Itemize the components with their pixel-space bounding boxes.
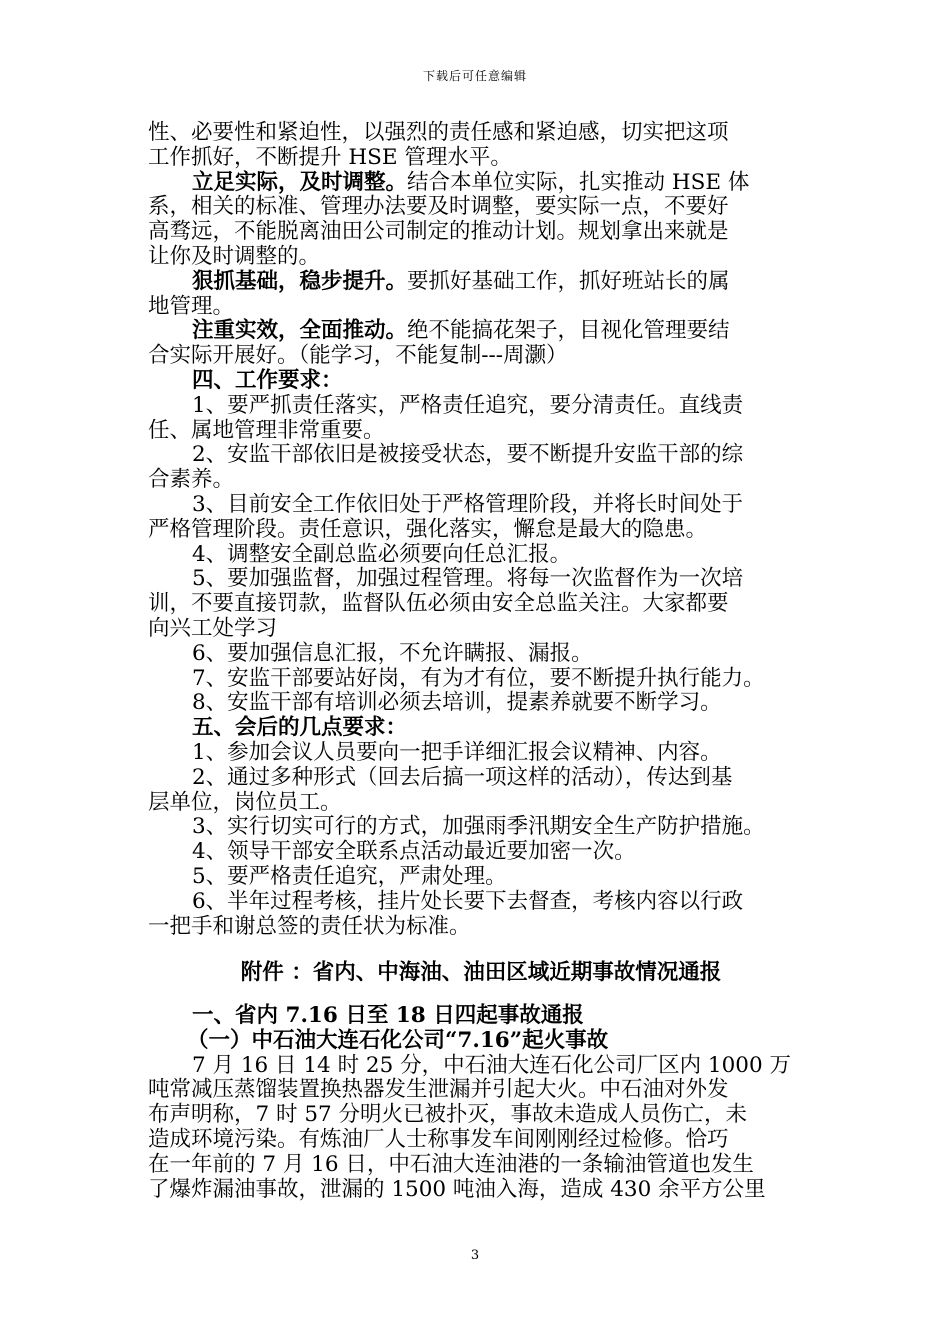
bold-heading: 五、会后的几点要求： [192,715,408,741]
text-line [148,1178,814,1203]
line-text: 2、通过多种形式（回去后搞一项这样的活动），传达到基 [192,764,733,790]
line-text: 了爆炸漏油事故，泄漏的 1500 吨油入海，造成 430 余平方公里 [148,1176,766,1202]
text-line [148,1153,814,1178]
line-text: 层单位，岗位员工。 [148,789,342,815]
text-line [148,369,814,394]
subsection-title: （一）中石油大连石化公司“7.16”起火事故 [187,1027,609,1053]
text-line [148,567,814,592]
text-line [148,1054,814,1079]
line-text: 一把手和谢总签的责任状为标准。 [148,913,471,939]
line-text: 工作抓好，不断提升 HSE 管理水平。 [148,144,512,170]
text-line [148,518,814,543]
line-text: 向兴工处学习 [148,615,278,641]
line-text: 系，相关的标准、管理办法要及时调整，要实际一点，不要好 [148,194,729,220]
line-text: 7、安监干部要站好岗，有为才有位，要不断提升执行能力。 [192,665,765,691]
line-text: 3、实行切实可行的方式，加强雨季汛期安全生产防护措施。 [192,814,765,840]
text-line [148,394,814,419]
text-line [148,865,814,890]
text-line [148,915,814,940]
text-line [148,319,814,344]
text-line [148,642,814,667]
bold-heading: 注重实效，全面推动。 [192,318,408,344]
text-line [148,344,814,369]
line-text: 严格管理阶段。责任意识，强化落实，懈怠是最大的隐患。 [148,516,708,542]
bold-heading: 狠抓基础，稳步提升。 [192,268,408,294]
text-line [148,1103,814,1128]
line-text: 6、半年过程考核，挂片处长要下去督查，考核内容以行政 [192,888,744,914]
line-text: 在一年前的 7 月 16 日，中石油大连油港的一条输油管道也发生 [148,1151,754,1177]
text-line [148,270,814,295]
text-line [148,295,814,320]
text-line [148,493,814,518]
text-line [148,171,814,196]
line-text: 5、要严格责任追究，严肃处理。 [192,863,507,889]
line-text: 3、目前安全工作依旧处于严格管理阶段，并将长时间处于 [192,491,744,517]
text-line [148,691,814,716]
text-line [148,543,814,568]
text-line [148,592,814,617]
line-text: 造成环境污染。有炼油厂人士称事发车间刚刚经过检修。恰巧 [148,1127,729,1153]
line-text: 合实际开展好。（能学习，不能复制---周灏） [148,343,568,369]
text-line [148,890,814,915]
text-line [148,220,814,245]
text-line [148,419,814,444]
line-text: 5、要加强监督，加强过程管理。将每一次监督作为一次培 [192,566,744,592]
body-text-block [148,121,814,939]
text-line [148,667,814,692]
line-text: 8、安监干部有培训必须去培训，提素养就要不断学习。 [192,690,722,716]
text-line [148,245,814,270]
line-text: 任、属地管理非常重要。 [148,417,385,443]
bold-heading: 立足实际，及时调整。 [192,169,408,195]
attachment-title: 附件 ：省内、中海油、油田区域近期事故情况通报 [240,960,722,986]
section-title: 一、省内 7.16 日至 18 日四起事故通报 [192,1003,584,1029]
line-text: 4、领导干部安全联系点活动最近要加密一次。 [192,839,636,865]
line-text: 吨常减压蒸馏装置换热器发生泄漏并引起大火。中石油对外发 [148,1077,729,1103]
text-line [148,741,814,766]
line-text: 绝不能搞花架子，目视化管理要结 [407,318,730,344]
line-text: 地管理。 [148,293,235,319]
document-body [148,121,814,1202]
bold-heading: 四、工作要求： [192,367,343,393]
line-text: 训，不要直接罚款，监督队伍必须由安全总监关注。大家都要 [148,591,729,617]
line-text: 布声明称，7 时 57 分明火已被扑灭，事故未造成人员伤亡，未 [148,1102,748,1128]
text-line [148,766,814,791]
page-header: 下载后可任意编辑 [422,69,527,83]
line-text: 让你及时调整的。 [148,243,321,269]
line-text: 7 月 16 日 14 时 25 分，中石油大连石化公司厂区内 1000 万 [192,1052,791,1078]
text-line [148,1078,814,1103]
text-line [148,840,814,865]
line-text: 6、要加强信息汇报，不允许瞒报、漏报。 [192,640,593,666]
text-line [148,791,814,816]
line-text: 性、必要性和紧迫性，以强烈的责任感和紧迫感，切实把这项 [148,120,729,145]
line-text: 1、要严抓责任落实，严格责任追究，要分清责任。直线责 [192,392,744,418]
text-line [148,617,814,642]
body-text-block-2 [148,1054,814,1203]
line-text: 2、安监干部依旧是被接受状态，要不断提升安监干部的综 [192,442,744,468]
text-line [148,468,814,493]
line-text: 要抓好基础工作，抓好班站长的属 [407,268,730,294]
text-line [148,815,814,840]
line-text: 合素养。 [148,467,235,493]
text-line [148,121,814,146]
text-line [148,1128,814,1153]
text-line [148,195,814,220]
line-text: 结合本单位实际，扎实推动 HSE 体 [407,169,750,195]
line-text: 1、参加会议人员要向一把手详细汇报会议精神、内容。 [192,739,722,765]
page-number: 3 [470,1248,480,1263]
text-line [148,716,814,741]
line-text: 高骛远，不能脱离油田公司制定的推动计划。规划拿出来就是 [148,219,729,245]
text-line [148,443,814,468]
line-text: 4、调整安全副总监必须要向任总汇报。 [192,541,572,567]
text-line [148,146,814,171]
